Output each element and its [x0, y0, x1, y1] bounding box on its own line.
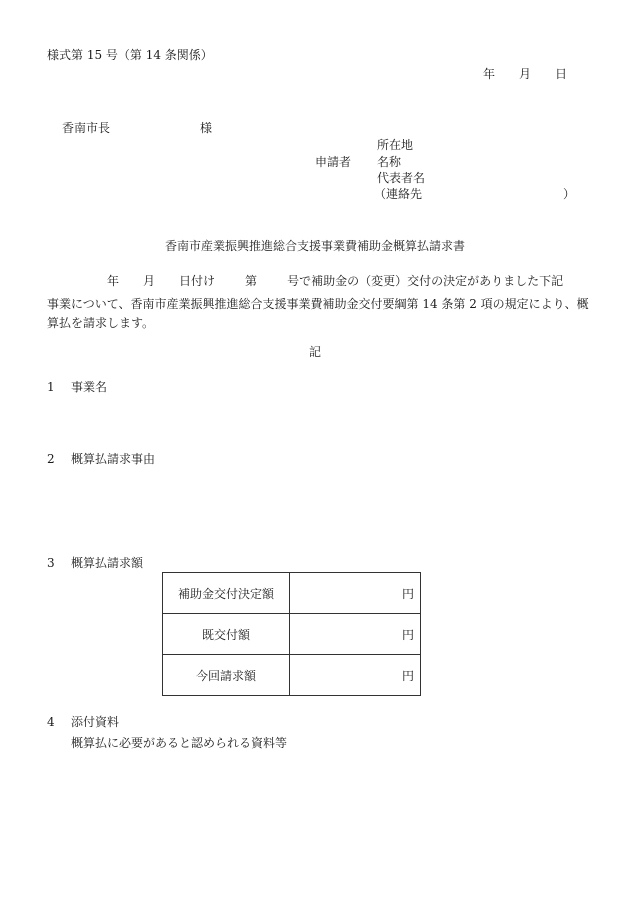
body-line-3: 算払を請求します。 — [47, 316, 155, 330]
section-1 — [47, 379, 107, 395]
date-year: 年 — [483, 67, 496, 81]
applicant-label: 申請者 — [315, 155, 352, 169]
table-row — [163, 655, 421, 696]
table-label-cell: 今回請求額 — [163, 655, 290, 696]
section-2 — [47, 451, 155, 467]
body-dai: 第 — [245, 274, 258, 288]
table-label-cell: 補助金交付決定額 — [163, 573, 290, 614]
body-line-2: 事業について、香南市産業振興推進総合支援事業費補助金交付要綱第 14 条第 2 項の規定により、概 — [47, 297, 589, 311]
section-label: 事業名 — [71, 380, 108, 394]
applicant-contact-open: （連絡先 — [374, 187, 423, 201]
section-number: 3 — [47, 556, 55, 570]
applicant-location: 所在地 — [377, 138, 414, 152]
ki-heading: 記 — [308, 345, 321, 359]
body-month: 月 — [143, 274, 156, 288]
body-year: 年 — [107, 274, 120, 288]
table-row — [163, 573, 421, 614]
date-line — [483, 66, 567, 82]
section-number: 2 — [47, 452, 55, 466]
section-4 — [47, 714, 119, 730]
section-label: 概算払請求額 — [71, 556, 144, 570]
addressee-name: 香南市長 — [62, 121, 111, 135]
body-rest: 号で補助金の（変更）交付の決定がありました下記 — [287, 274, 564, 288]
applicant-name: 名称 — [377, 155, 402, 169]
section-number: 1 — [47, 380, 55, 394]
body-line-1 — [47, 269, 563, 293]
attachment-note: 概算払に必要があると認められる資料等 — [71, 736, 288, 750]
amount-table — [162, 572, 421, 696]
table-amount-cell: 円 — [290, 573, 421, 614]
body-day: 日付け — [179, 274, 216, 288]
form-number: 様式第 15 号（第 14 条関係） — [47, 48, 213, 62]
section-3 — [47, 555, 143, 571]
document-title: 香南市産業振興推進総合支援事業費補助金概算払請求書 — [164, 239, 465, 253]
applicant-contact-close: ） — [563, 187, 576, 201]
table-label-cell: 既交付額 — [163, 614, 290, 655]
section-label: 概算払請求事由 — [71, 452, 156, 466]
addressee — [62, 120, 212, 136]
table-amount-cell: 円 — [290, 614, 421, 655]
table-row — [163, 614, 421, 655]
section-number: 4 — [47, 715, 55, 729]
addressee-honorific: 様 — [200, 121, 213, 135]
date-month: 月 — [519, 67, 532, 81]
section-label: 添付資料 — [71, 715, 120, 729]
date-day: 日 — [555, 67, 568, 81]
applicant-representative: 代表者名 — [377, 171, 426, 185]
table-amount-cell: 円 — [290, 655, 421, 696]
